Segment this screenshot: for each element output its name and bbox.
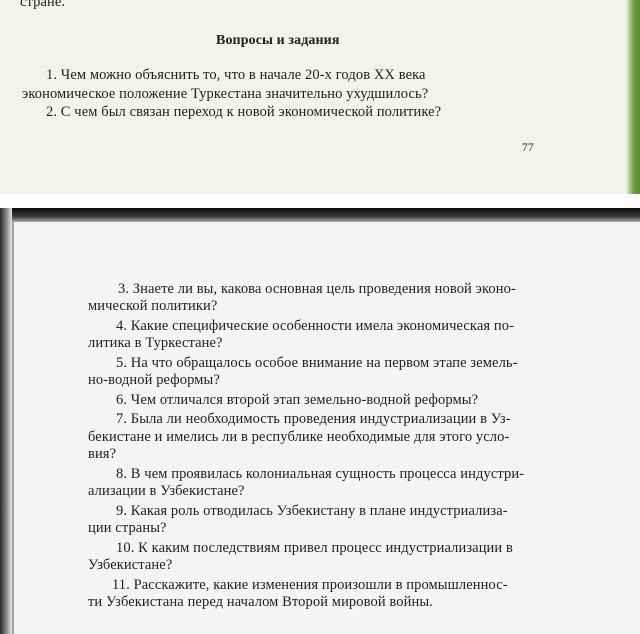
question-line: 5. На что обращалось особое внимание на первом этапе земель-	[116, 355, 518, 371]
question-line: 3. Знаете ли вы, какова основная цель проведения новой эконо-	[118, 281, 516, 297]
question-line: 1. Чем можно объяснить то, что в начале 20-х годов XX века	[46, 67, 426, 83]
question-line: 4. Какие специфические особенности имела экономическая по-	[116, 318, 515, 334]
question-line: 2. С чем был связан переход к новой экономической политике?	[46, 104, 442, 120]
question-line: 11. Расскажите, какие изменения произошли в промышленнос-	[112, 577, 508, 593]
top-fragment: стране.	[20, 0, 66, 10]
page-number: 77	[522, 142, 534, 154]
question-line: 7. Была ли необходимость проведения индустриализации в Уз-	[116, 411, 511, 427]
question-line: мической политики?	[88, 298, 218, 314]
question-line: Узбекистане?	[88, 557, 173, 573]
page-left-edge	[0, 208, 12, 634]
page-shadow	[0, 208, 640, 222]
section-heading: Вопросы и задания	[216, 33, 340, 48]
question-line: 8. В чем проявилась колониальная сущность процесса индустри-	[116, 466, 525, 482]
question-line: 6. Чем отличался второй этап земельно-водной реформы?	[116, 392, 479, 408]
page-gap	[0, 194, 640, 208]
question-line: ализации в Узбекистане?	[88, 483, 245, 499]
page-inner-edge	[12, 222, 14, 634]
question-line: 9. Какая роль отводилась Узбекистану в плане индустриализа-	[116, 503, 508, 519]
question-line: 10. К каким последствиям привел процесс индустриализации в	[116, 540, 513, 556]
question-line: но-водной реформы?	[88, 372, 220, 388]
question-line: бекистане и имелись ли в республике необходимые для этого усло-	[88, 429, 510, 445]
question-line: литика в Туркестане?	[88, 335, 223, 351]
book-spine	[626, 0, 640, 194]
question-line: экономическое положение Туркестана значительно ухудшилось?	[22, 86, 429, 102]
question-line: ти Узбекистана перед началом Второй мировой войны.	[88, 594, 433, 610]
question-line: ции страны?	[88, 520, 167, 536]
question-line: вия?	[88, 446, 117, 462]
